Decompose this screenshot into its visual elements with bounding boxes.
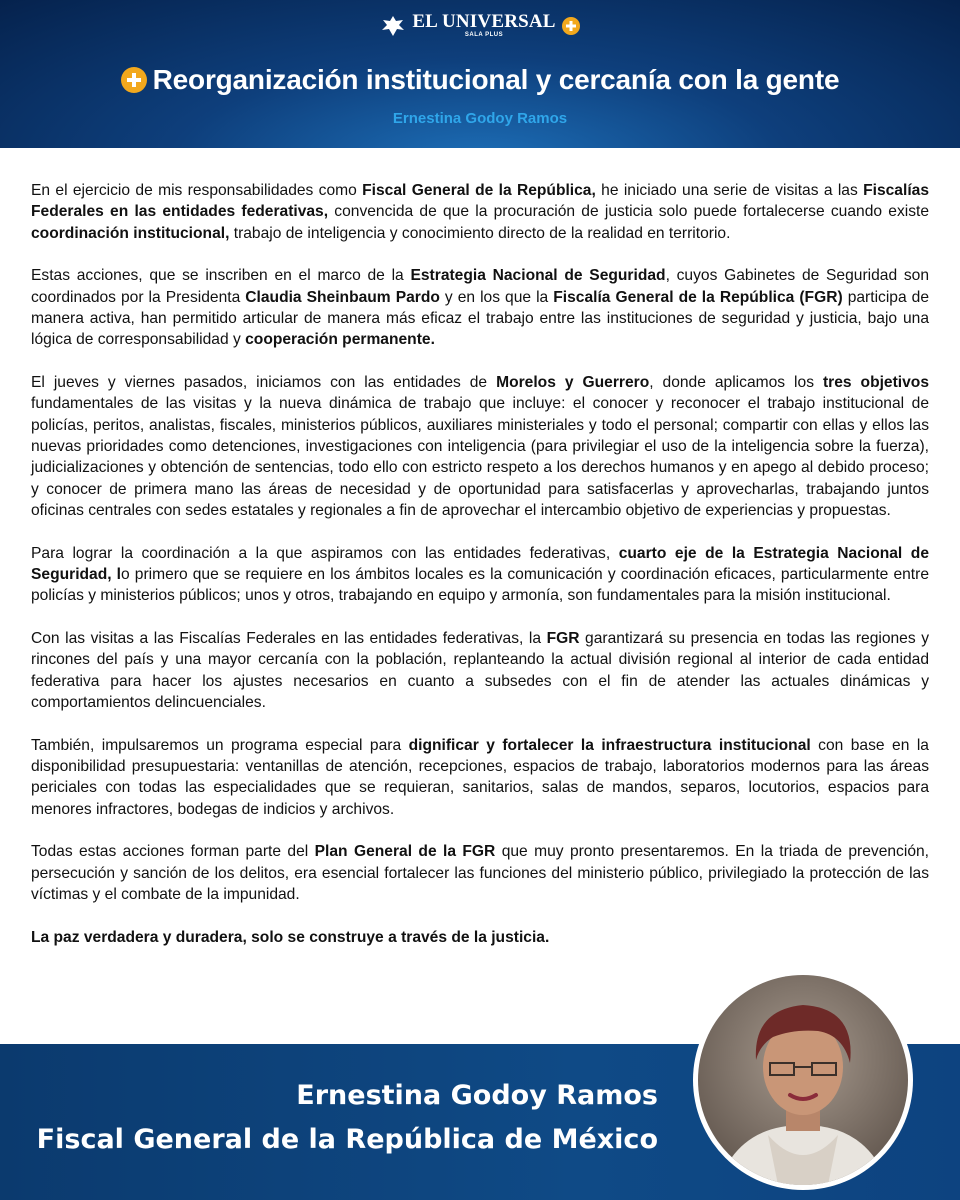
article-paragraph	[31, 372, 929, 521]
text-segment: convencida de que la procuración de justicia solo puede fortalecerse cuando existe	[328, 203, 930, 221]
header-banner	[0, 0, 960, 148]
page-title: Reorganización institucional y cercanía con la gente	[152, 64, 840, 95]
text-segment: Estas acciones, que se inscriben en el marco de la	[31, 267, 411, 285]
text-segment: , donde aplicamos los	[649, 374, 823, 392]
logo-text: EL UNIVERSAL	[412, 11, 556, 32]
footer-author-name: Ernestina Godoy Ramos	[296, 1080, 658, 1111]
bold-text-segment: tres objetivos	[822, 374, 930, 392]
text-segment: Para lograr la coordinación a la que aspiramos con las entidades federativas,	[31, 544, 619, 562]
text-segment: , cuyos Gabinetes de Seguridad son coordinados por la Presidenta	[31, 267, 930, 306]
bold-text-segment: Fiscalías Federales en las entidades federativas,	[31, 182, 929, 221]
text-segment: En el ejercicio de mis responsabilidades como	[31, 182, 363, 199]
bold-text-segment: Fiscal General de la República,	[362, 182, 596, 199]
article-paragraph	[31, 735, 929, 820]
text-segment: También, impulsaremos un programa especial para	[31, 736, 409, 754]
bold-text-segment: cooperación permanente.	[245, 331, 435, 349]
text-segment: fundamentales de las visitas y la nueva dinámica de trabajo que incluye: el conocer y reconocer el trabajo institucional de policías, peritos, analistas, fiscales, ministerios públicos, auxiliares ministeriales y todo el personal; compartir con ellas y ellos las nuevas prioridades como detenciones, investigaciones con inteligencia (para privilegiar el uso de la inteligencia sobre la fuerza), judicializaciones y obtención de sentencias, todo ello con estricto respeto a los derechos humanos y en apego al debido proceso; y conocer de primera mano las áreas de necesidad y de oportunidad para satisfacerlas y aprovecharlas, trabajando juntos oficinas centrales con sedes estatales y regionales a fin de aprovechar el intercambio objetivo de experiencias y propuestas.	[31, 395, 929, 519]
text-segment: Todas estas acciones forman parte del	[31, 843, 315, 861]
plus-circle-icon	[121, 67, 147, 93]
bold-text-segment: dignificar y fortalecer la infraestructura institucional	[408, 736, 811, 754]
logo-subtitle: SALA PLUS	[464, 32, 504, 38]
bold-text-segment: Morelos y Guerrero	[496, 374, 650, 392]
text-segment: con base en la disponibilidad presupuestaria: ventanillas de atención, recepciones, espacios de trabajo, laboratorios modernos para las áreas periciales con todas las especialidades que se requieran, sanitarios, salas de mandos, separos, locutorios, espacios para menores infractores, bodegas de indicios y archivos.	[31, 736, 929, 818]
text-segment: garantizará su presencia en todas las regiones y rincones del país y una mayor cercanía con la población, replanteando la actual división regional al interior de cada entidad federativa para hacer los ajustes necesarios en cuanto a subsedes con el fin de atender las actuales dinámicas y comportamientos delincuenciales.	[31, 630, 929, 711]
plus-icon	[562, 17, 580, 35]
text-segment: participa de manera activa, han permitido articular de manera más eficaz el trabajo entre las instituciones de seguridad y justicia, bajo una lógica de corresponsabilidad y	[31, 288, 929, 349]
portrait-image	[698, 975, 908, 1185]
text-segment: o primero que se requiere en los ámbitos locales es la comunicación y coordinación eficaces, particularmente entre policías y ministerios públicos; unos y otros, trabajando en equipo y armonía, son fundamentales para la misión institucional.	[31, 565, 929, 605]
author-byline: Ernestina Godoy Ramos	[392, 110, 568, 127]
bold-text-segment: Plan General de la FGR	[314, 843, 496, 861]
text-segment: Con las visitas a las Fiscalías Federales en las entidades federativas, la	[31, 630, 547, 648]
bold-text-segment: coordinación institucional,	[31, 224, 230, 242]
article-paragraph	[31, 265, 929, 350]
headline	[0, 64, 960, 98]
bold-text-segment: La paz verdadera y duradera, solo se construye a través de la justicia.	[31, 928, 550, 946]
text-segment: que muy pronto presentaremos. En la triada de prevención, persecución y sanción de los delitos, era esencial fortalecer las funciones del ministerio público, privilegiado la protección de las víctimas y el combate de la impunidad.	[31, 843, 930, 904]
article-paragraph	[31, 927, 929, 948]
article-paragraph	[31, 628, 929, 713]
bold-text-segment: FGR	[546, 630, 580, 648]
text-segment: he iniciado una serie de visitas a las	[595, 182, 864, 199]
footer-author-role: Fiscal General de la República de México	[36, 1124, 658, 1155]
eagle-icon	[380, 14, 406, 38]
text-segment: trabajo de inteligencia y conocimiento directo de la realidad en territorio.	[229, 224, 731, 242]
article-paragraph	[31, 543, 929, 607]
text-segment: El jueves y viernes pasados, iniciamos con las entidades de	[31, 374, 497, 392]
bold-text-segment: Fiscalía General de la República (FGR)	[553, 288, 843, 306]
article-body	[31, 180, 929, 970]
article-paragraph	[31, 180, 929, 244]
bold-text-segment: Estrategia Nacional de Seguridad	[410, 267, 666, 285]
text-segment: y en los que la	[439, 288, 554, 306]
bold-text-segment: Claudia Sheinbaum Pardo	[245, 288, 440, 306]
brand-logo[interactable]	[0, 12, 960, 43]
article-paragraph	[31, 841, 929, 905]
author-portrait	[693, 970, 913, 1190]
bold-text-segment: cuarto eje de la Estrategia Nacional de Seguridad, l	[31, 544, 929, 583]
